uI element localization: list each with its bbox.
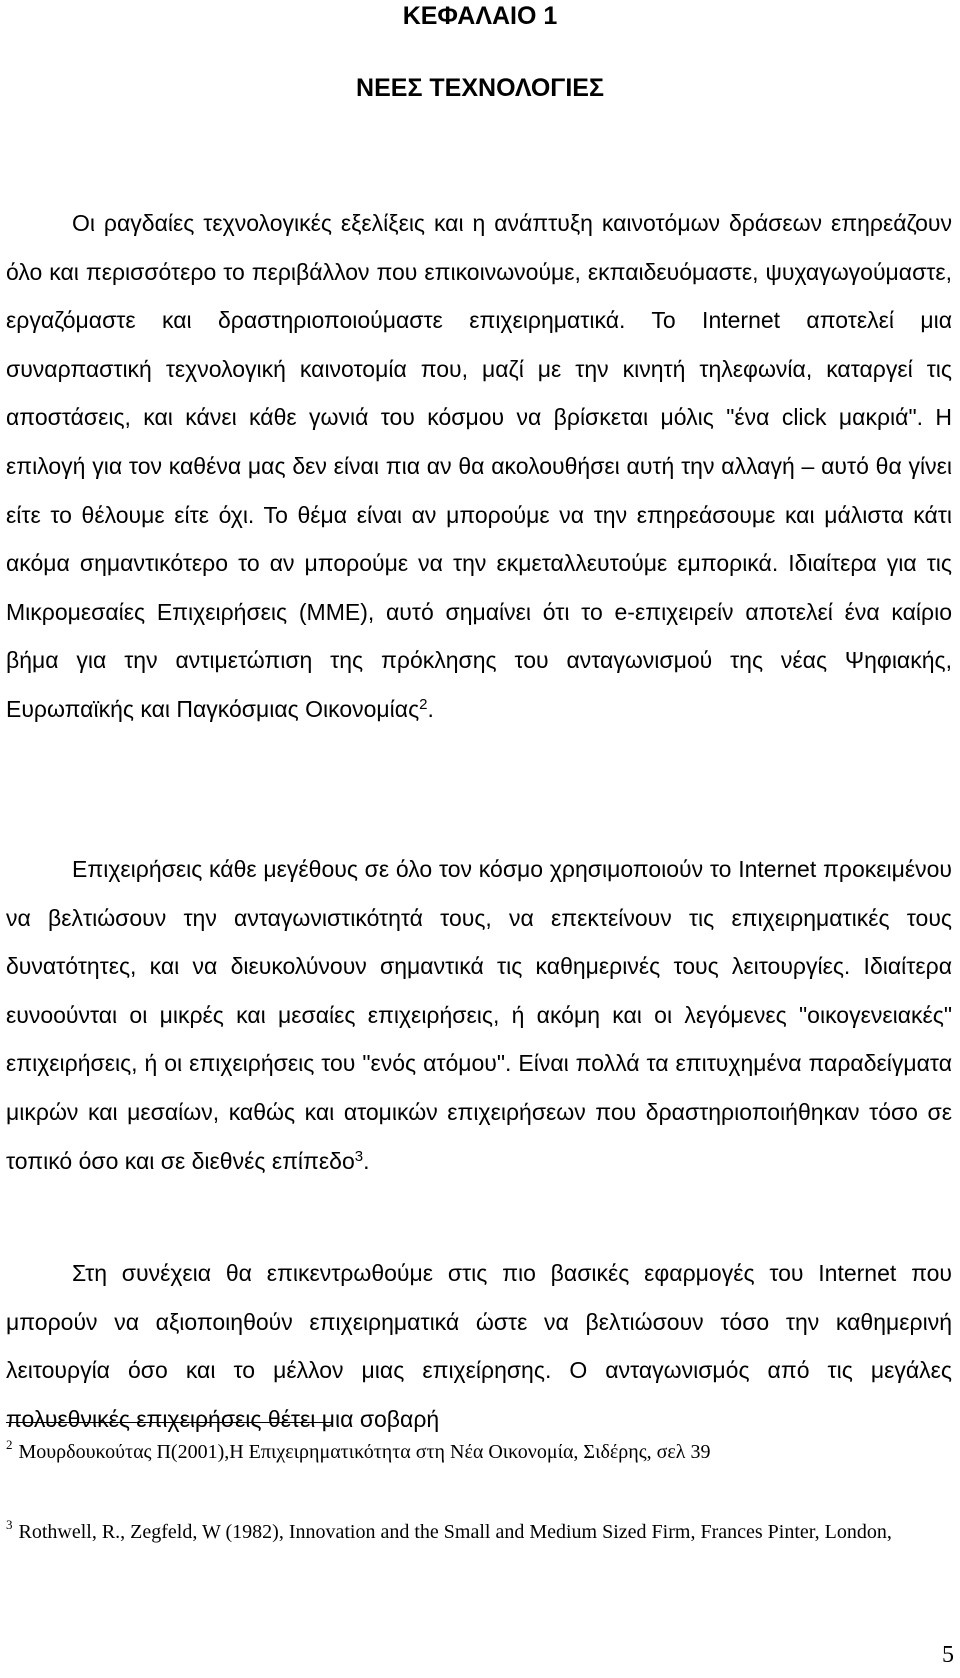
paragraph-end: . bbox=[363, 1147, 370, 1174]
footnote-separator bbox=[6, 1422, 332, 1423]
paragraph-text: Επιχειρήσεις κάθε μεγέθους σε όλο τον κόσμο χρησιμοποιούν το Internet προκειμένου να βελτιώσουν την ανταγωνιστικότητά τους, να επεκτείνουν τις επιχειρηματικές τους δυνατότητες, και να διευκολύνουν σημαντικά τις καθημερινές τους λειτουργίες. Ιδιαίτερα ευνοούνται οι μικρές και μεσαίες επιχειρήσεις, ή ακόμη και οι λεγόμενες "οικογενειακές" επιχειρήσεις, ή οι επιχειρήσεις του "ενός ατόμου". Είναι πολλά τα επιτυχημένα παραδείγματα μικρών και μεσαίων, καθώς και ατομικών επιχειρήσεων που δραστηριοποιήθηκαν τόσο σε τοπικό όσο και σε διεθνές επίπεδο bbox=[6, 856, 952, 1174]
paragraph bbox=[6, 845, 952, 1185]
paragraph bbox=[6, 199, 952, 734]
footnote-reference: 2 bbox=[419, 695, 428, 713]
chapter-title: ΝΕΕΣ ΤΕΧΝΟΛΟΓΙΕΣ bbox=[356, 74, 604, 102]
footnote-reference: 3 bbox=[354, 1147, 364, 1165]
chapter-label: ΚΕΦΑΛΑΙΟ 1 bbox=[402, 2, 558, 30]
footnote-text: Μουρδουκούτας Π(2001),Η Επιχειρηματικότητα στη Νέα Οικονομία, Σιδέρης, σελ 39 bbox=[18, 1441, 711, 1463]
footnote-text: Rothwell, R., Zegfeld, W (1982), Innovation and the Small and Medium Sized Firm, Frances Pinter, London, bbox=[18, 1521, 892, 1543]
paragraph-end: . bbox=[427, 695, 434, 722]
footnote bbox=[6, 1512, 952, 1552]
paragraph bbox=[6, 1249, 952, 1443]
footnote-number: 2 bbox=[6, 1437, 13, 1452]
footnote bbox=[6, 1432, 952, 1472]
paragraph-text: Στη συνέχεια θα επικεντρωθούμε στις πιο βασικές εφαρμογές του Internet που μπορούν να αξιοποιηθούν επιχειρηματικά ώστε να βελτιώσουν τόσο την καθημερινή λειτουργία όσο και το μέλλον μιας επιχείρησης. Ο ανταγωνισμός από τις μεγάλες πολυεθνικές επιχειρήσεις θέτει μια σοβαρή bbox=[6, 1260, 952, 1432]
page-number: 5 bbox=[942, 1642, 954, 1668]
paragraph-text: Οι ραγδαίες τεχνολογικές εξελίξεις και η ανάπτυξη καινοτόμων δράσεων επηρεάζουν όλο και περισσότερο το περιβάλλον που επικοινωνούμε, εκπαιδευόμαστε, ψυχαγωγούμαστε, εργαζόμαστε και δραστηριοποιούμαστε επιχειρηματικά. Το Internet αποτελεί μια συναρπαστική τεχνολογική καινοτομία που, μαζί με την κινητή τηλεφωνία, καταργεί τις αποστάσεις, και κάνει κάθε γωνιά του κόσμου να βρίσκεται μόλις "ένα click μακριά". Η επιλογή για τον καθένα μας δεν είναι πια αν θα ακολουθήσει αυτή την αλλαγή – αυτό θα γίνει είτε το θέλουμε είτε όχι. Το θέμα είναι αν μπορούμε να την επηρεάσουμε και μάλιστα κάτι ακόμα σημαντικότερο το αν μπορούμε να την εκμεταλλευτούμε εμπορικά. Ιδιαίτερα για τις Μικρομεσαίες Επιχειρήσεις (ΜΜΕ), αυτό σημαίνει ότι το e-επιχειρείν αποτελεί ένα καίριο βήμα για την αντιμετώπιση της πρόκλησης του ανταγωνισμού της νέας Ψηφιακής, Ευρωπαϊκής και Παγκόσμιας Οικονομίας bbox=[6, 210, 952, 722]
footnote-number: 3 bbox=[6, 1517, 13, 1532]
